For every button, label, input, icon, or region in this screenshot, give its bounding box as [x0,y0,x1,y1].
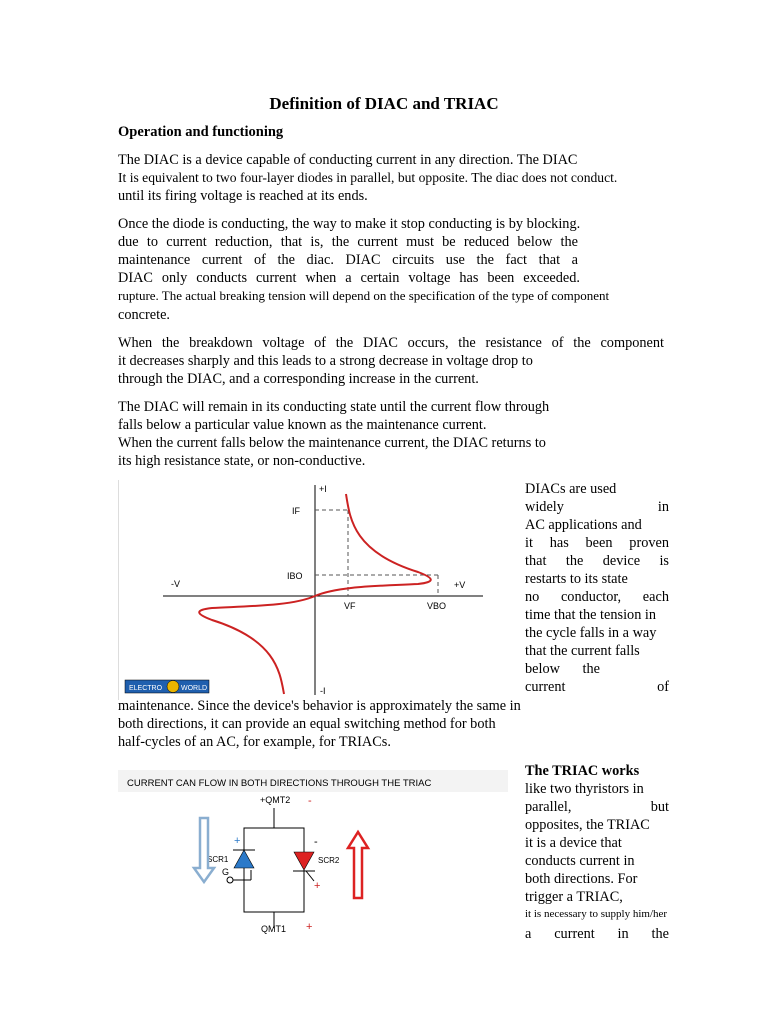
scr1-symbol [234,850,254,868]
triac-frame [244,828,304,912]
arrow-down-icon [194,818,214,882]
mt1-plus: + [306,921,313,933]
label-minus-v: -V [171,579,180,589]
para2-line-5: rupture. The actual breaking tension will depend on the specification of the type of component [118,288,610,303]
triac-side-line-3: opposites, the TRIAC [525,817,650,833]
para2-line-4: DIAC only conducts current when a certain voltage has been exceeded. [118,270,580,286]
scr1-plus: + [234,835,241,847]
label-gate: G [222,867,230,877]
para2-line-6: concrete. [118,307,170,323]
triac-figure [118,770,513,940]
diac-side-line-12: current of [525,679,669,695]
label-scr1: SCR1 [207,855,229,864]
triac-side-bold: The TRIAC works [525,763,640,779]
label-plus-i: +I [319,484,327,494]
triac-side-line-2: parallel, but [525,799,669,815]
triac-side-line-4: it is a device that [525,835,622,851]
label-scr2: SCR2 [318,856,340,865]
triac-side-last: a current in the [525,926,669,942]
section-heading: Operation and functioning [118,124,284,140]
diac-side-line-2: widely in [525,499,669,515]
para1-line-1: The DIAC is a device capable of conducting current in any direction. The DIAC [118,152,578,168]
triac-side-line-6: both directions. For [525,871,638,887]
para1-line-2: It is equivalent to two four-layer diodes in parallel, but opposite. The diac does not conduct. [118,170,618,185]
para2-line-2: due to current reduction, that is, the current must be reduced below the [118,234,578,250]
diac-side-line-5: that the device is [525,553,669,569]
label-mt1: QMT1 [261,924,287,934]
label-minus-i: -I [320,686,326,696]
triac-side-small: it is necessary to supply him/her [525,908,668,920]
electro-world-logo [125,680,209,693]
label-plus-v: +V [454,580,466,590]
scr2-plus: + [314,880,321,892]
diac-side-line-3: AC applications and [525,517,642,533]
para2-line-1: Once the diode is conducting, the way to make it stop conducting is by blocking. [118,216,581,232]
triac-side-line-5: conducts current in [525,853,635,869]
triac-caption: CURRENT CAN FLOW IN BOTH DIRECTIONS THROUGH THE TRIAC [127,778,432,789]
diac-characteristic-graph [118,480,513,700]
svg-text:WORLD: WORLD [181,685,208,692]
para3-line-3: through the DIAC, and a corresponding increase in the current. [118,371,479,387]
diac-side-line-1: DIACs are used [525,481,617,497]
label-if: IF [292,506,300,516]
triac-side-line-1: like two thyristors in [525,781,644,797]
para2-line-3: maintenance current of the diac. DIAC circuits use the fact that a [118,252,578,268]
scr2-minus: - [314,836,318,848]
triac-side-line-7: trigger a TRIAC, [525,889,623,905]
diac-side-line-4: it has been proven [525,535,669,551]
diac-side-line-7: no conductor, each [525,589,669,605]
gate-terminal [227,877,233,883]
page-title: Definition of DIAC and TRIAC [269,94,499,113]
diac-side-line-9: the cycle falls in a way [525,625,657,641]
label-mt2: +QMT2 [260,795,291,805]
para4-line-4: its high resistance state, or non-conductive. [118,453,366,469]
para5-line-3: half-cycles of an AC, for example, for TRIACs. [118,734,391,750]
para4-line-1: The DIAC will remain in its conducting state until the current flow through [118,399,550,415]
diac-curve-negative [199,596,315,694]
para1-line-3: until its firing voltage is reached at its ends. [118,188,368,204]
para3-line-2: it decreases sharply and this leads to a strong decrease in voltage drop to [118,353,533,369]
para4-line-3: When the current falls below the maintenance current, the DIAC returns to [118,435,546,451]
diac-curve-positive [315,494,431,596]
diac-side-line-10: that the current falls [525,643,640,659]
scr2-symbol [294,852,314,870]
label-vbo: VBO [427,601,447,611]
diac-side-line-11: below the [525,661,600,677]
para4-line-2: falls below a particular value known as the maintenance current. [118,417,487,433]
diac-side-line-6: restarts to its state [525,571,628,587]
para5-line-2: both directions, it can provide an equal switching method for both [118,716,496,732]
svg-text:ELECTRO: ELECTRO [129,685,163,692]
arrow-up-icon [348,832,368,898]
para3-line-1: When the breakdown voltage of the DIAC occurs, the resistance of the component [118,335,664,351]
mt2-minus: - [308,795,312,807]
label-ibo: IBO [287,571,303,581]
para5-line-1: maintenance. Since the device's behavior is approximately the same in [118,698,521,714]
label-vf: VF [344,601,356,611]
scr2-gate [306,871,314,881]
diac-side-line-8: time that the tension in [525,607,657,623]
